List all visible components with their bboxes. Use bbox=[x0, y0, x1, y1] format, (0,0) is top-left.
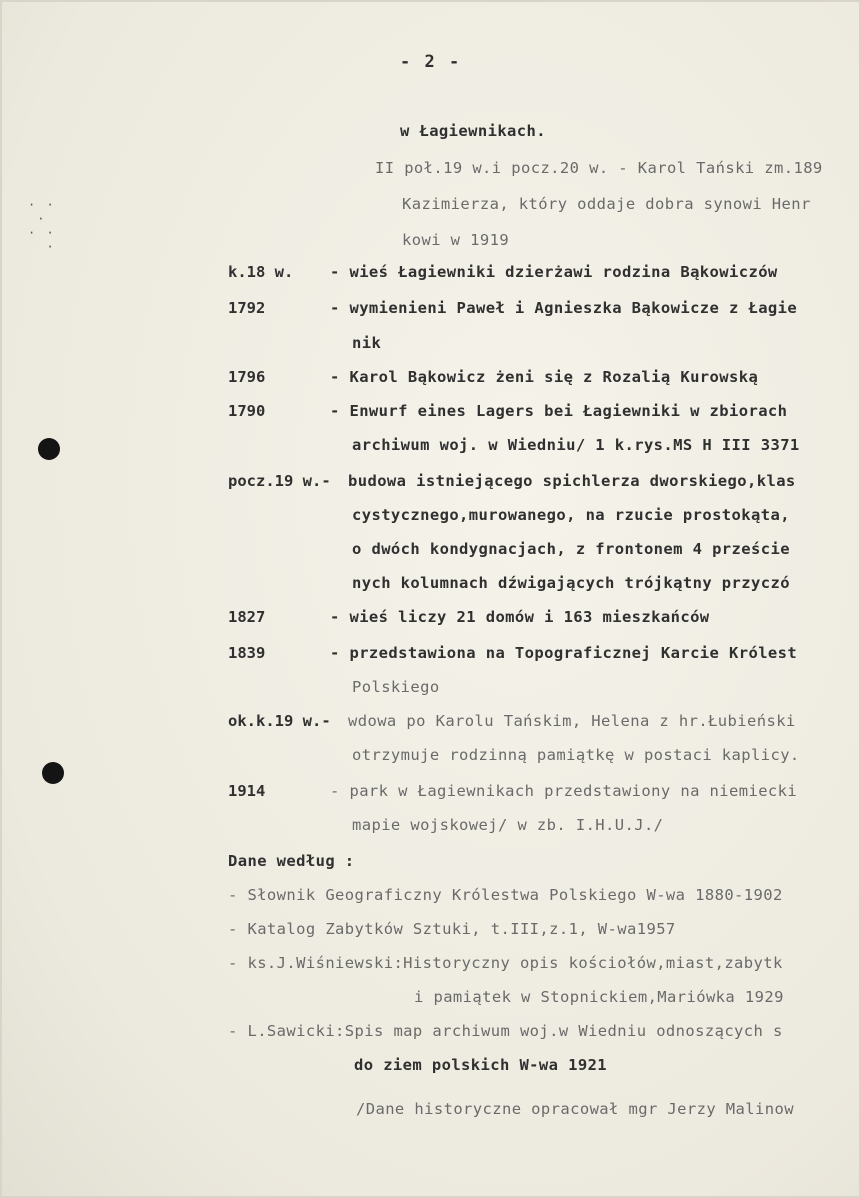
entry-text: - wymienieni Paweł i Agnieszka Bąkowicze z Łagie bbox=[330, 299, 798, 317]
intro-line-3: Kazimierza, który oddaje dobra synowi Henr bbox=[402, 195, 811, 213]
author-note: /Dane historyczne opracował mgr Jerzy Malinow bbox=[356, 1100, 794, 1118]
punch-hole-bottom bbox=[42, 762, 64, 784]
source-item: - Katalog Zabytków Sztuki, t.III,z.1, W-wa1957 bbox=[228, 920, 676, 938]
entry-text: nych kolumnach dźwigających trójkątny przyczó bbox=[352, 574, 790, 592]
entry-text: - Enwurf eines Lagers bei Łagiewniki w zbiorach bbox=[330, 402, 788, 420]
entry-text: - wieś Łagiewniki dzierżawi rodzina Bąkowiczów bbox=[330, 263, 778, 281]
sources-heading: Dane według : bbox=[228, 852, 355, 870]
entry-date: 1839 bbox=[228, 644, 266, 662]
entry-text: wdowa po Karolu Tańskim, Helena z hr.Łubieński bbox=[348, 712, 796, 730]
entry-date: 1790 bbox=[228, 402, 266, 420]
source-item: - L.Sawicki:Spis map archiwum woj.w Wiedniu odnoszących s bbox=[228, 1022, 783, 1040]
entry-date: pocz.19 w.- bbox=[228, 472, 331, 490]
intro-line-4: kowi w 1919 bbox=[402, 231, 510, 249]
entry-date: 1827 bbox=[228, 608, 266, 626]
page-number: - 2 - bbox=[400, 52, 462, 72]
entry-date: ok.k.19 w.- bbox=[228, 712, 331, 730]
entry-date: 1792 bbox=[228, 299, 266, 317]
source-item: - Słownik Geograficzny Królestwa Polskiego W-wa 1880-1902 bbox=[228, 886, 783, 904]
entry-text: archiwum woj. w Wiedniu/ 1 k.rys.MS H III 3371 bbox=[352, 436, 800, 454]
entry-text: o dwóch kondygnacjach, z frontonem 4 przeście bbox=[352, 540, 790, 558]
entry-date: 1914 bbox=[228, 782, 266, 800]
intro-line-2: II poł.19 w.i pocz.20 w. - Karol Tański zm.189 bbox=[375, 159, 823, 177]
intro-line-1: w Łagiewnikach. bbox=[400, 122, 546, 140]
margin-marks: · · · · · · bbox=[28, 198, 56, 254]
entry-text: - Karol Bąkowicz żeni się z Rozalią Kurowską bbox=[330, 368, 759, 386]
entry-text: - przedstawiona na Topograficznej Karcie Królest bbox=[330, 644, 798, 662]
entry-text: - wieś liczy 21 domów i 163 mieszkańców bbox=[330, 608, 710, 626]
entry-text: otrzymuje rodzinną pamiątkę w postaci kaplicy. bbox=[352, 746, 800, 764]
entry-text: - park w Łagiewnikach przedstawiony na niemiecki bbox=[330, 782, 798, 800]
entry-text: budowa istniejącego spichlerza dworskiego,klas bbox=[348, 472, 796, 490]
punch-hole-top bbox=[38, 438, 60, 460]
entry-text: cystycznego,murowanego, na rzucie prostokąta, bbox=[352, 506, 790, 524]
source-item: - ks.J.Wiśniewski:Historyczny opis kościołów,miast,zabytk bbox=[228, 954, 783, 972]
entry-date: k.18 w. bbox=[228, 263, 294, 281]
entry-text: mapie wojskowej/ w zb. I.H.U.J./ bbox=[352, 816, 664, 834]
source-item: i pamiątek w Stopnickiem,Mariówka 1929 bbox=[414, 988, 784, 1006]
entry-text: Polskiego bbox=[352, 678, 440, 696]
source-item: do ziem polskich W-wa 1921 bbox=[354, 1056, 608, 1074]
entry-text: nik bbox=[352, 334, 382, 352]
entry-date: 1796 bbox=[228, 368, 266, 386]
